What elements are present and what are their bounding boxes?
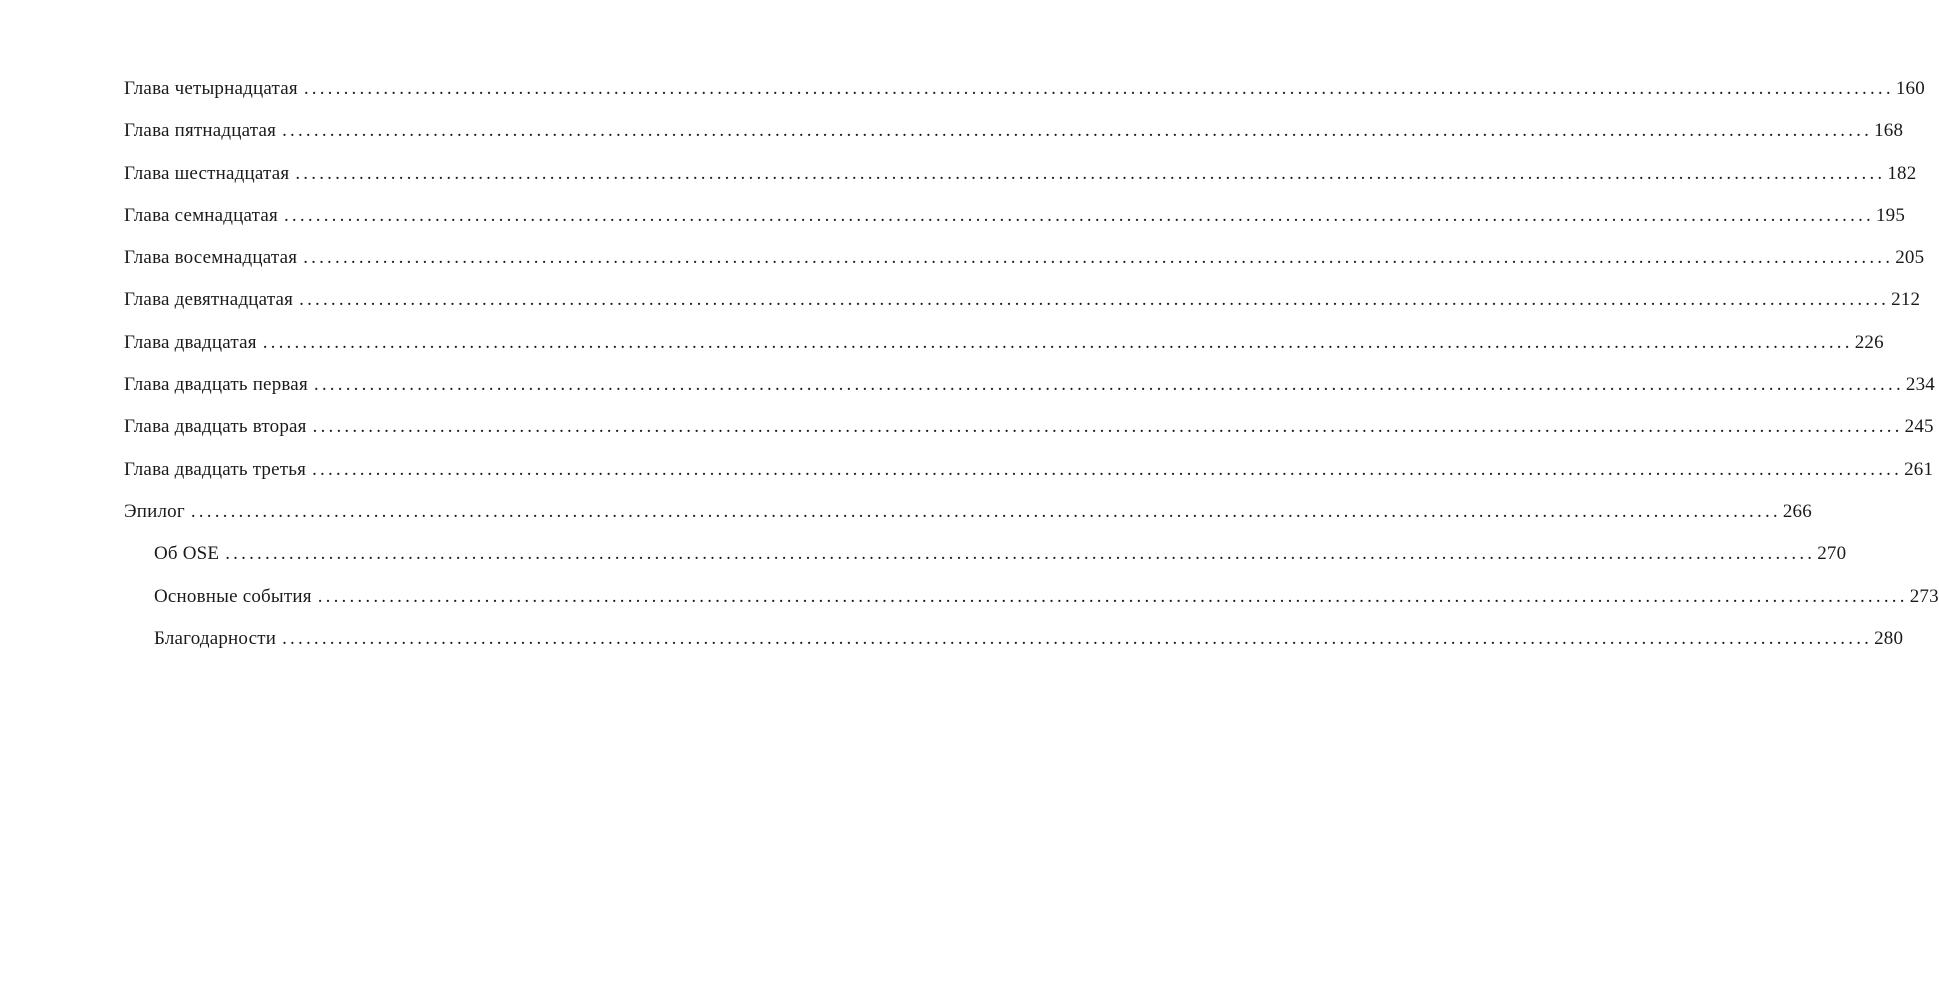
toc-entry-chapter-18 (124, 247, 1925, 289)
toc-entry-page: 234 (1905, 374, 1935, 396)
toc-entry-chapter-14 (124, 78, 1925, 120)
dot-leader: ........................................................................................................................................................................................................ (312, 416, 1903, 438)
toc-entry-title: Глава семнадцатая (124, 204, 278, 226)
dot-leader: ........................................................................................................................................................................................................ (313, 374, 1904, 396)
toc-entry-page: 205 (1895, 247, 1925, 269)
toc-entry-page: 160 (1895, 78, 1925, 99)
toc-entry-key-events (124, 585, 1939, 628)
toc-entry-title: Основные события (154, 585, 312, 607)
toc-entry-chapter-16 (124, 162, 1917, 205)
toc-entry-title: Глава шестнадцатая (124, 162, 290, 184)
toc-entry-about-ose (124, 543, 1847, 585)
toc-entry-page: 245 (1904, 416, 1934, 438)
toc-entry-page: 212 (1891, 289, 1921, 311)
toc-entry-page: 226 (1854, 331, 1884, 353)
toc-entry-chapter-20 (124, 331, 1884, 374)
toc-entry-chapter-15 (124, 120, 1904, 162)
dot-leader: ........................................................................................................................................................................................................ (190, 500, 1781, 522)
table-of-contents (124, 78, 1939, 670)
toc-entry-chapter-21 (124, 374, 1935, 416)
dot-leader: ........................................................................................................................................................................................................ (282, 627, 1873, 649)
toc-entry-epilogue (124, 500, 1812, 543)
toc-entry-chapter-22 (124, 416, 1934, 458)
toc-entry-title: Глава четырнадцатая (124, 78, 298, 99)
dot-leader: ........................................................................................................................................................................................................ (282, 120, 1873, 142)
toc-entry-page: 168 (1874, 120, 1904, 142)
toc-entry-page: 273 (1909, 585, 1939, 607)
dot-leader: ........................................................................................................................................................................................................ (303, 78, 1894, 99)
dot-leader: ........................................................................................................................................................................................................ (312, 458, 1903, 480)
dot-leader: ........................................................................................................................................................................................................ (317, 585, 1908, 607)
toc-entry-title: Глава двадцатая (124, 331, 257, 353)
toc-entry-page: 266 (1782, 500, 1812, 522)
toc-entry-title: Глава двадцать третья (124, 458, 307, 480)
toc-entry-page: 182 (1887, 162, 1917, 184)
toc-entry-title: Глава пятнадцатая (124, 120, 277, 142)
dot-leader: ........................................................................................................................................................................................................ (262, 331, 1853, 353)
toc-entry-title: Благодарности (154, 627, 277, 649)
toc-entry-page: 195 (1875, 204, 1906, 226)
toc-entry-page: 270 (1817, 543, 1847, 565)
toc-entry-title: Глава двадцать вторая (124, 416, 307, 438)
dot-leader: ........................................................................................................................................................................................................ (303, 247, 1894, 269)
toc-entry-chapter-23 (124, 458, 1934, 501)
toc-entry-page: 261 (1904, 458, 1934, 480)
toc-entry-title: Эпилог (124, 500, 185, 522)
dot-leader: ........................................................................................................................................................................................................ (225, 543, 1816, 565)
toc-entry-chapter-17 (124, 204, 1906, 247)
toc-entry-page: 280 (1874, 627, 1904, 649)
toc-entry-acknowledgements (124, 627, 1904, 670)
toc-entry-chapter-19 (124, 289, 1921, 331)
dot-leader: ........................................................................................................................................................................................................ (283, 204, 1874, 226)
dot-leader: ........................................................................................................................................................................................................ (299, 289, 1890, 311)
toc-entry-title: Об OSE (154, 543, 220, 565)
toc-entry-title: Глава девятнадцатая (124, 289, 294, 311)
toc-entry-title: Глава восемнадцатая (124, 247, 298, 269)
toc-entry-title: Глава двадцать первая (124, 374, 308, 396)
dot-leader: ........................................................................................................................................................................................................ (295, 162, 1886, 184)
